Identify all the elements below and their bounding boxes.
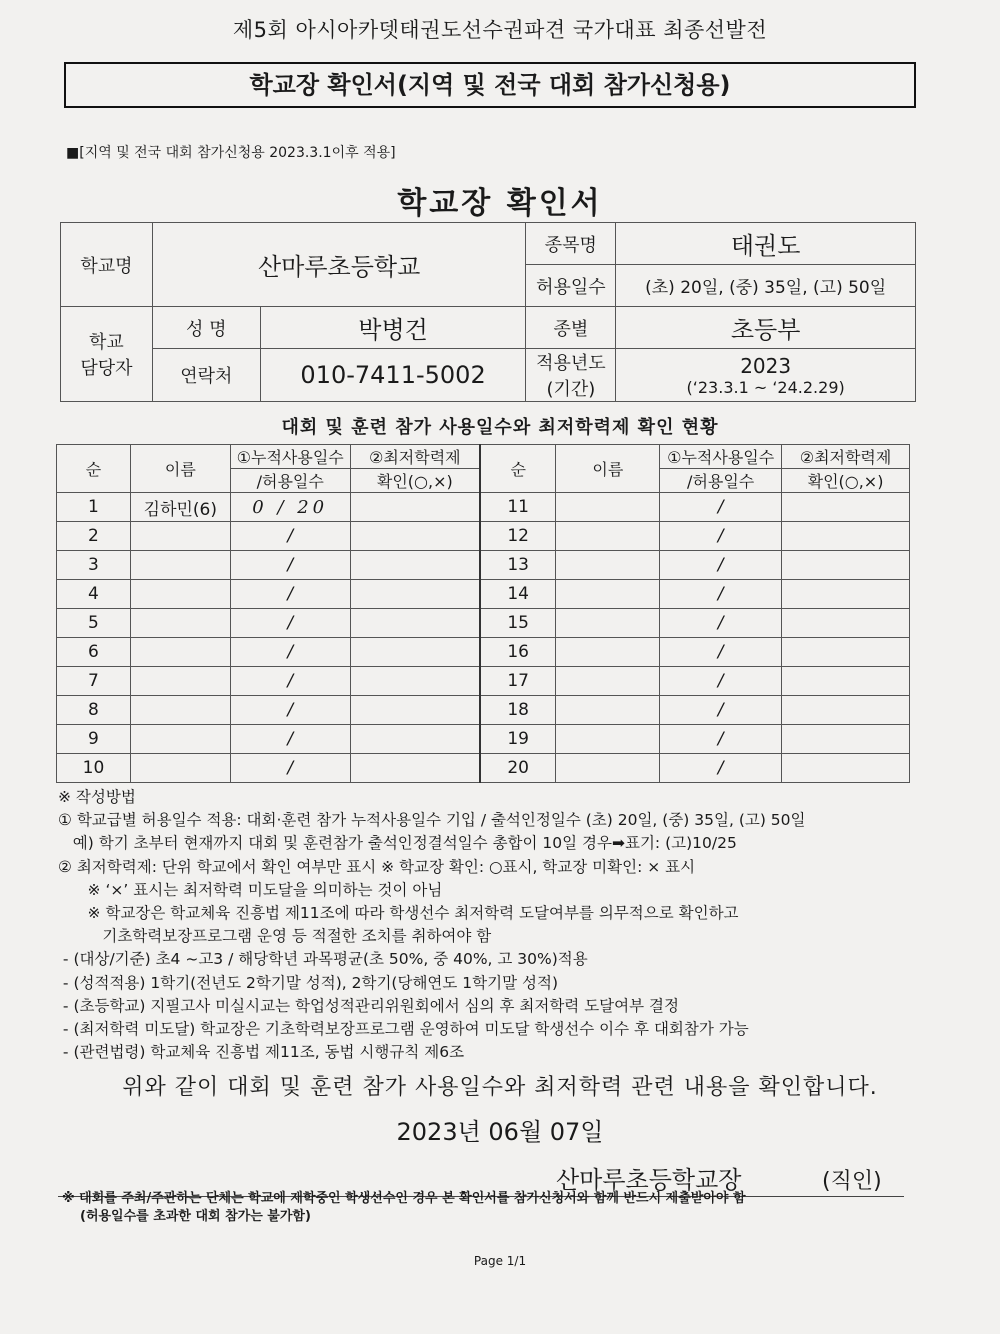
row-seq: 19 bbox=[480, 725, 556, 754]
instruction-line: 예) 학기 초부터 현재까지 대회 및 훈련참가 출석인정결석일수 총합이 10일 경우➡표기: (고)10/25 bbox=[58, 834, 737, 853]
row-athlete-name bbox=[556, 667, 660, 696]
row-seq: 4 bbox=[57, 580, 131, 609]
row-athlete-name: 김하민(6) bbox=[130, 493, 230, 522]
principal-signature: 산마루초등학교장 bbox=[556, 1166, 742, 1194]
row-athlete-name bbox=[130, 667, 230, 696]
footnote-line1: ※ 대회를 주최/주관하는 단체는 학교에 재학중인 학생선수인 경우 본 확인서를 참가신청서와 함께 반드시 제출받아야 함 bbox=[62, 1191, 746, 1206]
row-seq: 15 bbox=[480, 609, 556, 638]
row-seq: 10 bbox=[57, 754, 131, 783]
col-days-header-right: ①누적사용일수 bbox=[660, 445, 782, 469]
col-seq-header: 순 bbox=[57, 445, 131, 493]
row-academic-check bbox=[782, 725, 910, 754]
col-days-header: ①누적사용일수 bbox=[230, 445, 350, 469]
row-academic-check bbox=[350, 551, 480, 580]
row-days-used: / bbox=[660, 522, 782, 551]
row-seq: 6 bbox=[57, 638, 131, 667]
row-days-used: / bbox=[660, 667, 782, 696]
row-academic-check bbox=[782, 551, 910, 580]
col-seq-header-right: 순 bbox=[480, 445, 556, 493]
row-seq: 12 bbox=[480, 522, 556, 551]
manager-name-label: 성 명 bbox=[152, 307, 260, 349]
document-banner-title: 학교장 확인서(지역 및 전국 대회 참가신청용) bbox=[64, 62, 916, 108]
instruction-line: - (관련법령) 학교체육 진흥법 제11조, 동법 시행규칙 제6조 bbox=[58, 1043, 465, 1062]
row-athlete-name bbox=[556, 638, 660, 667]
instruction-line: - (초등학교) 지필고사 미실시교는 학업성적관리위원회에서 심의 후 최저학력 도달여부 결정 bbox=[58, 996, 679, 1015]
instruction-line: ※ 학교장은 학교체육 진흥법 제11조에 따라 학생선수 최저학력 도달여부를 의무적으로 확인하고 bbox=[58, 904, 739, 923]
row-days-used: / bbox=[230, 754, 350, 783]
col-check-subheader-right: 확인(○,×) bbox=[782, 469, 910, 493]
row-seq: 2 bbox=[57, 522, 131, 551]
col-days-subheader: /허용일수 bbox=[230, 469, 350, 493]
issue-date: 2023년 06월 07일 bbox=[396, 1118, 604, 1146]
row-days-used: / bbox=[230, 609, 350, 638]
year-value: 2023 bbox=[740, 353, 792, 378]
row-academic-check bbox=[350, 638, 480, 667]
form-title: 학교장 확인서 bbox=[397, 186, 603, 221]
row-days-used: / bbox=[660, 638, 782, 667]
row-seq: 16 bbox=[480, 638, 556, 667]
row-athlete-name bbox=[130, 609, 230, 638]
row-academic-check bbox=[350, 609, 480, 638]
school-info-table bbox=[60, 222, 916, 402]
row-days-used: / bbox=[230, 638, 350, 667]
manager-label-line1: 학교 bbox=[89, 332, 124, 353]
table-row bbox=[57, 522, 910, 551]
row-days-used: / bbox=[230, 725, 350, 754]
table-row bbox=[57, 667, 910, 696]
row-days-used: / bbox=[660, 493, 782, 522]
row-days-used: / bbox=[660, 580, 782, 609]
row-days-used: / bbox=[660, 551, 782, 580]
row-days-used: / bbox=[660, 725, 782, 754]
allowed-days-value: (초) 20일, (중) 35일, (고) 50일 bbox=[616, 265, 916, 307]
page-number: Page 1/1 bbox=[473, 1254, 527, 1268]
row-seq: 20 bbox=[480, 754, 556, 783]
row-days-used: / bbox=[230, 696, 350, 725]
row-seq: 14 bbox=[480, 580, 556, 609]
school-name-value: 산마루초등학교 bbox=[152, 223, 526, 307]
row-athlete-name bbox=[130, 580, 230, 609]
col-days-subheader-right: /허용일수 bbox=[660, 469, 782, 493]
row-athlete-name bbox=[556, 725, 660, 754]
contact-label: 연락처 bbox=[152, 349, 260, 402]
row-athlete-name bbox=[556, 609, 660, 638]
row-days-used: / bbox=[230, 522, 350, 551]
col-check-subheader: 확인(○,×) bbox=[350, 469, 480, 493]
table-row bbox=[57, 551, 910, 580]
row-academic-check bbox=[782, 580, 910, 609]
row-seq: 5 bbox=[57, 609, 131, 638]
row-seq: 17 bbox=[480, 667, 556, 696]
instruction-line: - (최저학력 미도달) 학교장은 기초학력보장프로그램 운영하여 미도달 학생선수 이수 후 대회참가 가능 bbox=[58, 1020, 749, 1039]
row-athlete-name bbox=[556, 522, 660, 551]
row-academic-check bbox=[782, 638, 910, 667]
row-days-used: / bbox=[660, 609, 782, 638]
school-name-label: 학교명 bbox=[61, 223, 153, 307]
year-cell bbox=[616, 349, 916, 402]
row-academic-check bbox=[350, 493, 480, 522]
official-seal: (직인) bbox=[822, 1169, 882, 1194]
row-academic-check bbox=[782, 522, 910, 551]
row-athlete-name bbox=[130, 551, 230, 580]
table-row bbox=[57, 638, 910, 667]
row-academic-check bbox=[350, 667, 480, 696]
sport-label: 종목명 bbox=[526, 223, 616, 265]
row-seq: 3 bbox=[57, 551, 131, 580]
row-days-used: / bbox=[230, 580, 350, 609]
contact-value: 010-7411-5002 bbox=[260, 349, 526, 402]
table-row bbox=[57, 609, 910, 638]
col-name-header: 이름 bbox=[130, 445, 230, 493]
year-label-line2: (기간) bbox=[546, 379, 596, 400]
footnote-line2: (허용일수를 초과한 대회 참가는 불가함) bbox=[80, 1209, 311, 1224]
manager-name-value: 박병건 bbox=[260, 307, 526, 349]
row-seq: 7 bbox=[57, 667, 131, 696]
table-row bbox=[57, 580, 910, 609]
table-row bbox=[57, 754, 910, 783]
row-seq: 8 bbox=[57, 696, 131, 725]
row-academic-check bbox=[782, 493, 910, 522]
table-row bbox=[57, 725, 910, 754]
row-days-used: / bbox=[660, 754, 782, 783]
sport-value: 태권도 bbox=[616, 223, 916, 265]
row-athlete-name bbox=[130, 754, 230, 783]
row-seq: 1 bbox=[57, 493, 131, 522]
year-label bbox=[526, 349, 616, 402]
row-academic-check bbox=[782, 667, 910, 696]
row-athlete-name bbox=[556, 696, 660, 725]
row-academic-check bbox=[350, 725, 480, 754]
row-athlete-name bbox=[130, 696, 230, 725]
col-check-header: ②최저학력제 bbox=[350, 445, 480, 469]
year-label-line1: 적용년도 bbox=[536, 353, 606, 374]
year-period: (‘23.3.1 ~ ‘24.2.29) bbox=[686, 377, 845, 397]
row-athlete-name bbox=[130, 638, 230, 667]
row-athlete-name bbox=[556, 551, 660, 580]
row-academic-check bbox=[782, 696, 910, 725]
row-days-used: / bbox=[230, 667, 350, 696]
row-seq: 13 bbox=[480, 551, 556, 580]
applicability-note: ■[지역 및 전국 대회 참가신청용 2023.3.1이후 적용] bbox=[66, 145, 396, 161]
manager-label-line2: 담당자 bbox=[80, 358, 133, 379]
instruction-line: ※ ‘×’ 표시는 최저학력 미도달을 의미하는 것이 아님 bbox=[58, 880, 443, 899]
allowed-days-label: 허용일수 bbox=[526, 265, 616, 307]
instruction-line: - (성적적용) 1학기(전년도 2학기말 성적), 2학기(당해연도 1학기말 성적) bbox=[58, 973, 558, 992]
row-academic-check bbox=[350, 754, 480, 783]
table-row bbox=[57, 696, 910, 725]
row-athlete-name bbox=[556, 493, 660, 522]
footnote bbox=[62, 1190, 746, 1226]
row-academic-check bbox=[350, 522, 480, 551]
row-athlete-name bbox=[130, 725, 230, 754]
row-days-used: / bbox=[660, 696, 782, 725]
row-academic-check bbox=[350, 696, 480, 725]
row-athlete-name bbox=[556, 754, 660, 783]
row-academic-check bbox=[350, 580, 480, 609]
instruction-line: ① 학교급별 허용일수 적용: 대회·훈련 참가 누적사용일수 기입 / 출석인정일수 (초) 20일, (중) 35일, (고) 50일 bbox=[58, 811, 806, 830]
col-check-header-right: ②최저학력제 bbox=[782, 445, 910, 469]
instruction-line: - (대상/기준) 초4 ~고3 / 해당학년 과목평균(초 50%, 중 40%, 고 30%)적용 bbox=[58, 950, 588, 969]
category-value: 초등부 bbox=[616, 307, 916, 349]
instruction-line: ② 최저학력제: 단위 학교에서 확인 여부만 표시 ※ 학교장 확인: ○표시, 학교장 미확인: × 표시 bbox=[58, 857, 696, 876]
writing-instructions bbox=[58, 786, 806, 1064]
row-days-used: 0 / 20 bbox=[230, 493, 350, 522]
instruction-line: 기초학력보장프로그램 운영 등 적절한 조치를 취하여야 함 bbox=[58, 927, 492, 946]
instruction-line: ※ 작성방법 bbox=[58, 788, 136, 806]
row-academic-check bbox=[782, 754, 910, 783]
category-label: 종별 bbox=[526, 307, 616, 349]
row-academic-check bbox=[782, 609, 910, 638]
athlete-status-table bbox=[56, 444, 910, 783]
event-title: 제5회 아시아카뎃태권도선수권파견 국가대표 최종선발전 bbox=[232, 18, 768, 42]
row-athlete-name bbox=[556, 580, 660, 609]
table-row bbox=[57, 493, 910, 522]
confirmation-statement: 위와 같이 대회 및 훈련 참가 사용일수와 최저학력 관련 내용을 확인합니다. bbox=[122, 1075, 878, 1100]
row-seq: 9 bbox=[57, 725, 131, 754]
manager-label bbox=[61, 307, 153, 402]
row-seq: 11 bbox=[480, 493, 556, 522]
status-caption: 대회 및 훈련 참가 사용일수와 최저학력제 확인 현황 bbox=[281, 417, 719, 438]
row-athlete-name bbox=[130, 522, 230, 551]
row-seq: 18 bbox=[480, 696, 556, 725]
col-name-header-right: 이름 bbox=[556, 445, 660, 493]
row-days-used: / bbox=[230, 551, 350, 580]
